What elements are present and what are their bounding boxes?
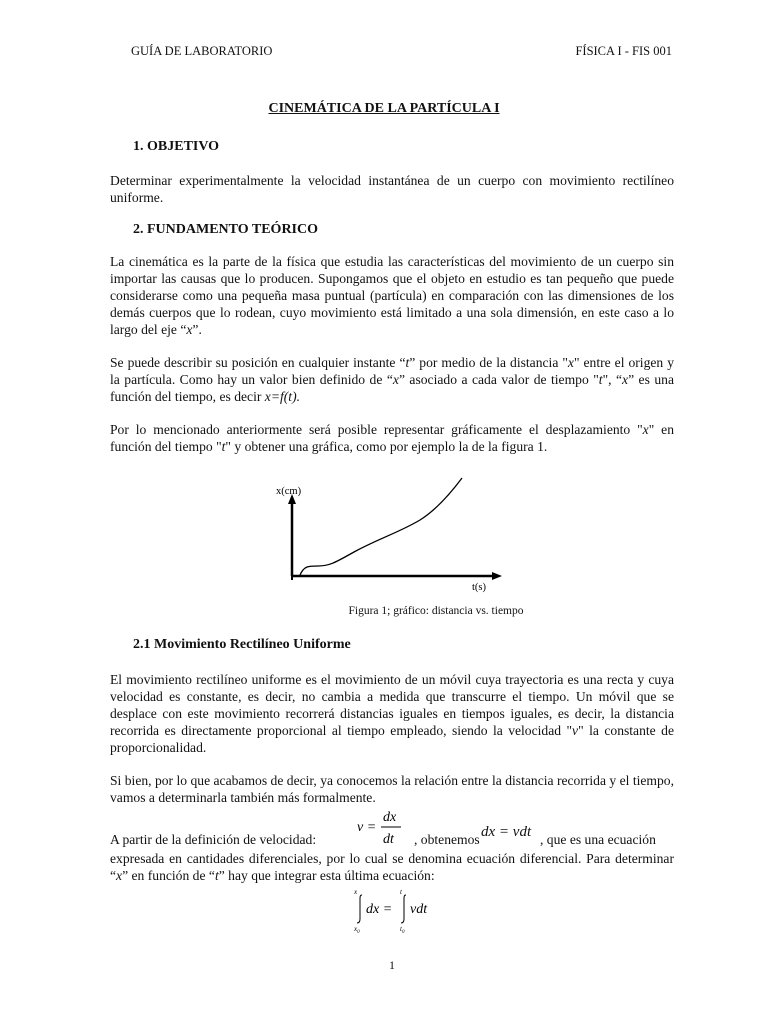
x-axis-label: t(s) xyxy=(472,582,486,593)
section-2-1-paragraph-1: El movimiento rectilíneo uniforme es el movimiento de un móvil cuya trayectoria es una recta y cuya velocidad es constante, es decir, no cambia a medida que transcurre el tiempo. Un móvil que se desplace con este movimiento recorrerá distancias iguales en tiempos iguales, es decir, la distancia recorrida es directamente proporcional al tiempo empleado, siendo la velocidad "v" la constante de proporcionalidad. xyxy=(110,672,674,755)
section-2-1-heading: 2.1 Movimiento Rectilíneo Uniforme xyxy=(133,637,351,652)
section-2-paragraph-3: Por lo mencionado anteriormente será posible representar gráficamente el desplazamiento "x" en función del tiempo "t" y obtener una gráfica, como por ejemplo la de la figura 1. xyxy=(110,422,674,454)
header-left: GUÍA DE LABORATORIO xyxy=(131,44,273,58)
eq-denominator: dt xyxy=(383,832,394,847)
definition-text-start: A partir de la definición de velocidad: xyxy=(110,832,317,847)
int1-upper: x xyxy=(354,888,358,896)
integral-sign-2 xyxy=(401,895,406,923)
differential-equation: dx = vdt xyxy=(481,824,532,840)
int2-upper: t xyxy=(400,888,402,896)
definition-text-end: , que es una ecuación xyxy=(540,832,656,847)
document-title: CINEMÁTICA DE LA PARTÍCULA I xyxy=(268,101,500,116)
int-vdt: vdt xyxy=(410,902,428,917)
section-2-1-paragraph-2: Si bien, por lo que acabamos de decir, ya conocemos la relación entre la distancia recorrida y el tiempo, vamos a determinarla también más formalmente. xyxy=(110,773,674,805)
figure-1-caption: Figura 1; gráfico: distancia vs. tiempo xyxy=(348,605,524,617)
figure-1-graph xyxy=(270,474,510,600)
eq-numerator: dx xyxy=(383,810,397,825)
section-2-1-paragraph-3: expresada en cantidades diferenciales, por lo cual se denomina ecuación diferencial. Para determinar “x” en función de “t” hay que integrar esta última ecuación: xyxy=(110,851,674,883)
int1-lower: $x_0$ xyxy=(354,925,360,935)
section-2-paragraph-1: La cinemática es la parte de la física que estudia las características del movimiento de un cuerpo sin importar las causas que lo producen. Supongamos que el objeto en estudio es tan pequeño que puede considerarse como una pequeña masa puntual (partícula) en comparación con las dimensiones de los demás cuerpos que lo rodean, cuyo movimiento está limitado a una sola dimensión, en este caso a lo largo del eje “x”. xyxy=(110,254,674,337)
header-right: FÍSICA I - FIS 001 xyxy=(575,44,672,58)
section-1-text: Determinar experimentalmente la velocidad instantánea de un cuerpo con movimiento rectilíneo uniforme. xyxy=(110,173,674,205)
section-2-paragraph-2: Se puede describir su posición en cualquier instante “t” por medio de la distancia "x" entre el origen y la partícula. Como hay un valor bien definido de “x” asociado a cada valor de tiempo "t", “x” es una función del tiempo, es decir x=f(t). xyxy=(110,355,675,404)
velocity-definition-equation xyxy=(355,806,411,848)
integral-equation xyxy=(350,885,440,937)
eq-v-equals: v = xyxy=(357,820,377,835)
int2-lower: $t_0$ xyxy=(400,925,405,935)
integral-sign-1 xyxy=(357,895,362,923)
y-axis-label: x(cm) xyxy=(276,486,302,497)
page-number-container xyxy=(0,958,768,973)
section-2-heading: 2. FUNDAMENTO TEÓRICO xyxy=(133,222,319,237)
x-axis-arrow xyxy=(492,572,502,580)
section-1-heading: 1. OBJETIVO xyxy=(133,139,220,154)
position-curve xyxy=(300,478,462,575)
int-dx-equals: dx = xyxy=(366,902,393,917)
page-number: 1 xyxy=(389,958,395,972)
definition-text-mid: , obtenemos xyxy=(414,832,480,847)
